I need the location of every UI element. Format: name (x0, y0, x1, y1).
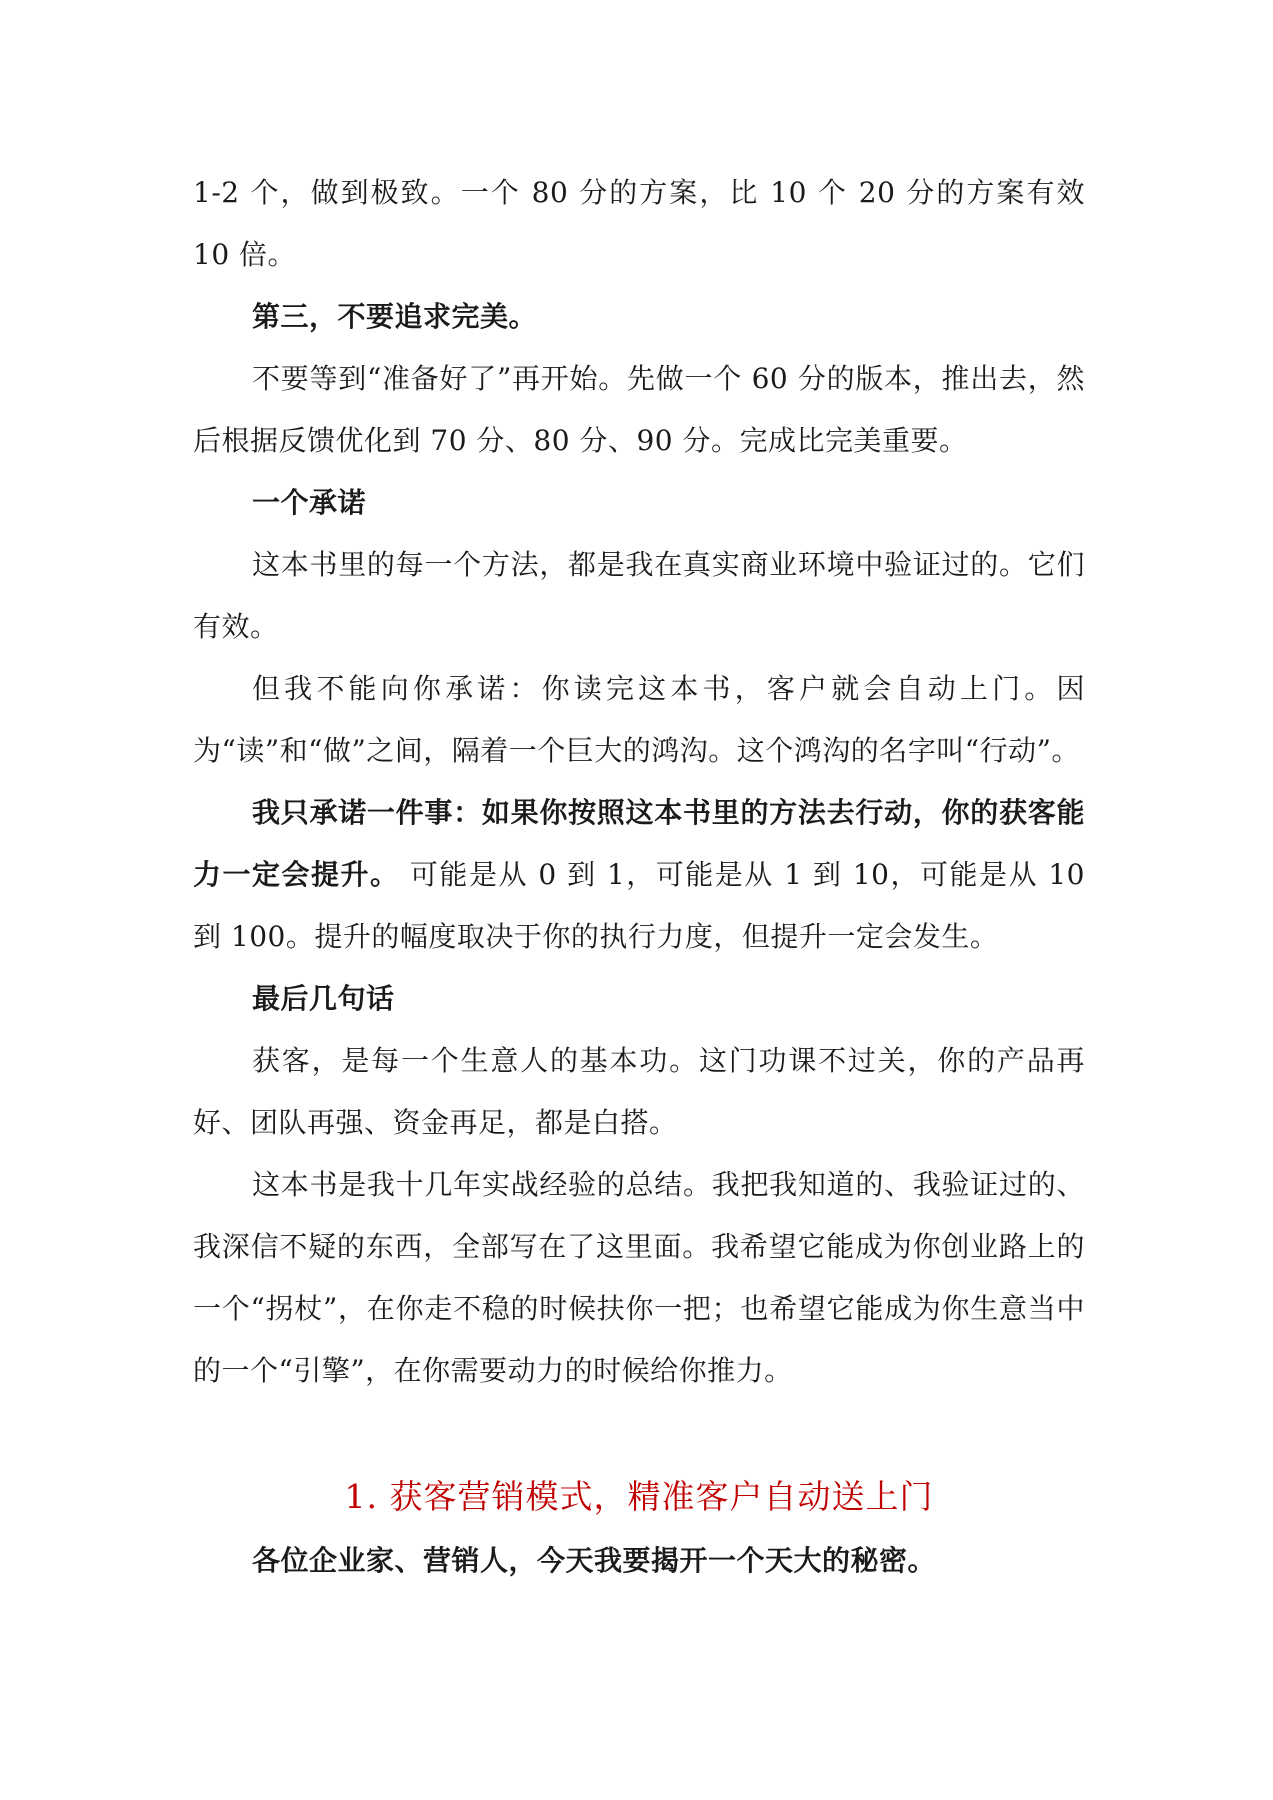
chapter-title: 1. 获客营销模式，精准客户自动送上门 (344, 1477, 934, 1516)
paragraph-dont-wait: 不要等到“准备好了”再开始。先做一个 60 分的版本，推出去，然后根据反馈优化到 70 分、80 分、90 分。完成比完美重要。 (193, 362, 1085, 457)
paragraph-methods-verified: 这本书里的每一个方法，都是我在真实商业环境中验证过的。它们有效。 (193, 548, 1085, 643)
paragraph-book-summary: 这本书是我十几年实战经验的总结。我把我知道的、我验证过的、我深信不疑的东西，全部写在了这里面。我希望它能成为你创业路上的一个“拐杖”，在你走不稳的时候扶你一把；也希望它能成为你生意当中的一个“引擎”，在你需要动力的时候给你推力。 (193, 1168, 1085, 1387)
paragraph-one-promise (193, 782, 1085, 968)
paragraph-basic-skill: 获客，是每一个生意人的基本功。这门功课不过关，你的产品再好、团队再强、资金再足，都是白搭。 (193, 1044, 1085, 1139)
promise-bold-text: 我只承诺一件事：如果你按照这本书里的方法去行动，你的获客能力一定会提升。 (193, 796, 1085, 891)
promise-rest-text: 可能是从 0 到 1，可能是从 1 到 10，可能是从 10 到 100。提升的幅度取决于你的执行力度，但提升一定会发生。 (193, 858, 1085, 953)
paragraph-continuation: 1-2 个，做到极致。一个 80 分的方案，比 10 个 20 分的方案有效 10 倍。 (193, 176, 1085, 271)
section-heading-promise: 一个承诺 (252, 486, 367, 519)
document-body (193, 162, 1085, 1592)
section-heading-final-words: 最后几句话 (252, 982, 395, 1015)
section-heading-point-three: 第三，不要追求完美。 (252, 300, 538, 333)
paragraph-read-vs-do: 但我不能向你承诺：你读完这本书，客户就会自动上门。因为“读”和“做”之间，隔着一个巨大的鸿沟。这个鸿沟的名字叫“行动”。 (193, 672, 1085, 767)
chapter-lead: 各位企业家、营销人，今天我要揭开一个天大的秘密。 (252, 1544, 937, 1577)
